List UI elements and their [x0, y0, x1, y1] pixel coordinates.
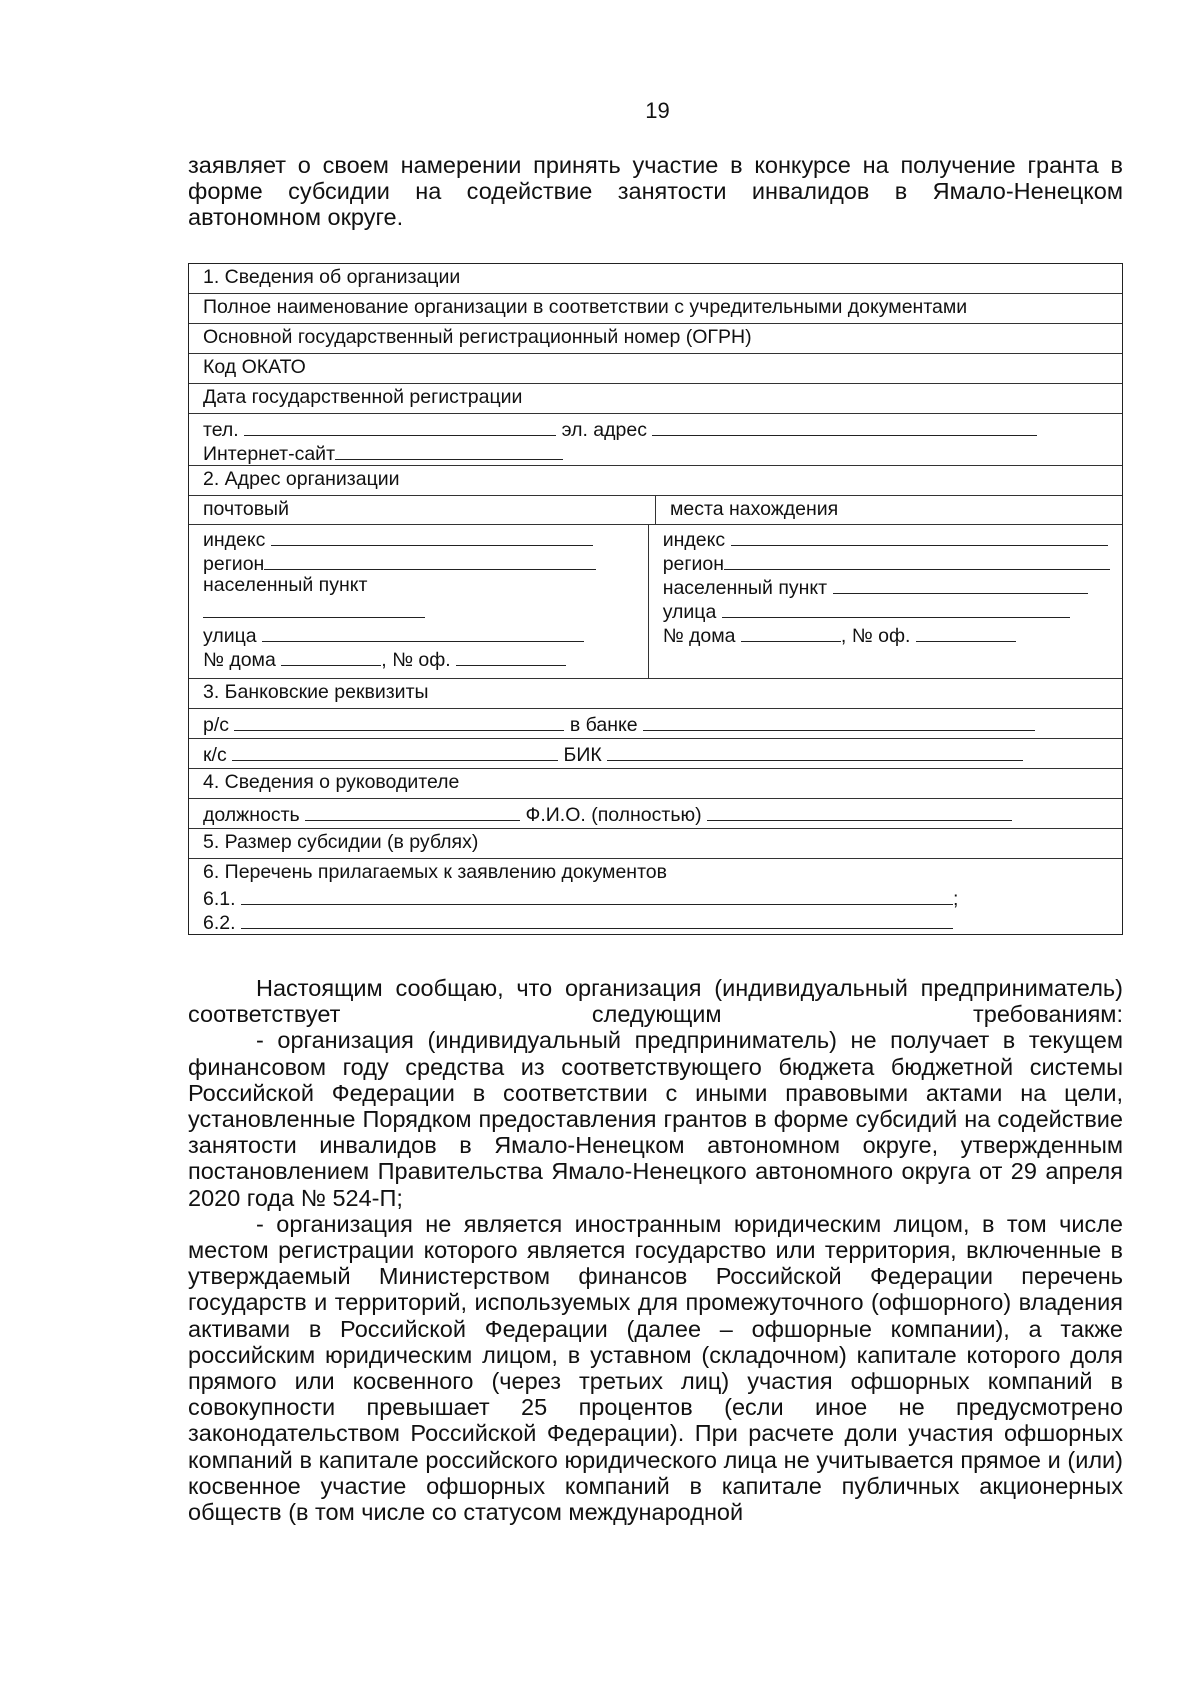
postal-locality-field[interactable] [203, 597, 425, 618]
bik-label: БИК [563, 744, 602, 766]
address-header [189, 495, 1122, 524]
requirement-2: - организация не является иностранным юридическим лицом, в том числе местом регистрации которого является государство или территория, включенные в утверждаемый Министерством финансов Российской Федерации перечень государств и территорий, используемых для промежуточного (офшорного) владения активами в Российской Федерации (далее – офшорные компании), а также российским юридическим лицом, в уставном (складочном) капитале которого доля прямого или косвенного (через третьих лиц) участия офшорных компаний в совокупности превышает 25 процентов (если иное не предусмотрено законодательством Российской Федерации). При расчете доли участия офшорных компаний в капитале российского юридического лица не учитывается прямое и (или) косвенное участие офшорных компаний в капитале публичных акционерных обществ (в том числе со статусом международной [188, 1210, 1123, 1526]
bik-field[interactable] [607, 740, 1023, 761]
doc2-field[interactable] [241, 908, 953, 929]
location-address-column [648, 525, 1122, 678]
email-field[interactable] [652, 415, 1037, 436]
reg-date-row: Дата государственной регистрации [189, 383, 1122, 413]
doc1-label: 6.1. [203, 888, 236, 910]
section-3-title: 3. Банковские реквизиты [189, 678, 1122, 708]
location-office-label: , № оф. [840, 625, 911, 647]
website-label: Интернет-сайт [203, 443, 335, 465]
position-label: должность [203, 804, 300, 826]
section-5-title: 5. Размер субсидии (в рублях) [189, 828, 1122, 858]
email-label: эл. адрес [561, 419, 647, 441]
corr-account-row [189, 738, 1122, 768]
location-street-label: улица [662, 601, 717, 623]
corr-account-field[interactable] [232, 740, 558, 761]
bank-field[interactable] [643, 710, 1035, 731]
postal-address-header: почтовый [203, 498, 289, 520]
section-1-title: 1. Сведения об организации [203, 266, 461, 288]
application-form-table [188, 263, 1123, 935]
postal-house-label: № дома [203, 649, 276, 671]
contacts-row [189, 413, 1122, 465]
requirement-1: - организация (индивидуальный предприниматель) не получает в текущем финансовом году средства из соответствующего бюджета бюджетной системы Российской Федерации в соответствии с иными правовыми актами на цели, установленные Порядком предоставления грантов в форме субсидий на содействие занятости инвалидов в Ямало-Ненецком автономном округе, утвержденным постановлением Правительства Ямало-Ненецкого автономного округа от 29 апреля 2020 года № 524-П; [188, 1027, 1123, 1211]
location-region-field[interactable] [724, 549, 1110, 570]
location-house-field[interactable] [741, 621, 841, 642]
postal-index-field[interactable] [271, 525, 593, 546]
fio-field[interactable] [707, 800, 1012, 821]
postal-office-label: , № оф. [381, 649, 451, 671]
location-region-label: регион [662, 553, 724, 575]
intro-text: заявляет о своем намерении принять участие в конкурсе на получение гранта в форме субсидии на содействие занятости инвалидов в Ямало-Ненецком автономном округе. [188, 152, 1123, 230]
corr-account-label: к/с [203, 744, 227, 766]
documents-row [189, 858, 1122, 934]
page-number: 19 [645, 98, 670, 123]
bank-label: в банке [569, 714, 638, 736]
section-4-title: 4. Сведения о руководителе [189, 768, 1122, 798]
postal-region-field[interactable] [264, 549, 596, 570]
postal-index-label: индекс [203, 529, 266, 551]
postal-street-label: улица [203, 625, 257, 647]
phone-label: тел. [203, 419, 239, 441]
requirements-text [188, 975, 1123, 1525]
position-field[interactable] [305, 800, 520, 821]
doc2-label: 6.2. [203, 912, 236, 934]
doc1-field[interactable] [241, 884, 953, 905]
requirements-intro: Настоящим сообщаю, что организация (индивидуальный предприниматель) соответствует следующим требованиям: [188, 975, 1123, 1028]
postal-house-field[interactable] [281, 645, 381, 666]
section-2-title: 2. Адрес организации [189, 465, 1122, 495]
location-locality-field[interactable] [833, 573, 1088, 594]
location-office-field[interactable] [916, 621, 1016, 642]
fio-label: Ф.И.О. (полностью) [525, 804, 702, 826]
okato-row: Код ОКАТО [189, 353, 1122, 383]
postal-address-column [189, 525, 648, 678]
postal-street-field[interactable] [262, 621, 584, 642]
location-index-field[interactable] [731, 525, 1108, 546]
postal-region-label: регион [203, 553, 265, 575]
location-address-header: места нахождения [655, 496, 1122, 524]
head-row [189, 798, 1122, 828]
location-house-label: № дома [662, 625, 736, 647]
postal-office-field[interactable] [456, 645, 566, 666]
website-field[interactable] [335, 439, 563, 460]
location-street-field[interactable] [722, 597, 1070, 618]
account-row [189, 708, 1122, 738]
intro-paragraph [188, 152, 1123, 230]
location-index-label: индекс [662, 529, 726, 551]
location-locality-label: населенный пункт [662, 577, 828, 599]
postal-locality-label: населенный пункт [203, 574, 368, 596]
full-name-row: Полное наименование организации в соответствии с учредительными документами [189, 293, 1122, 323]
ogrn-row: Основной государственный регистрационный номер (ОГРН) [189, 323, 1122, 353]
phone-field[interactable] [244, 415, 556, 436]
address-columns [189, 524, 1122, 678]
doc1-end: ; [952, 888, 959, 910]
section-6-title: 6. Перечень прилагаемых к заявлению документов [203, 861, 667, 883]
account-label: р/с [203, 714, 230, 736]
account-field[interactable] [234, 710, 564, 731]
